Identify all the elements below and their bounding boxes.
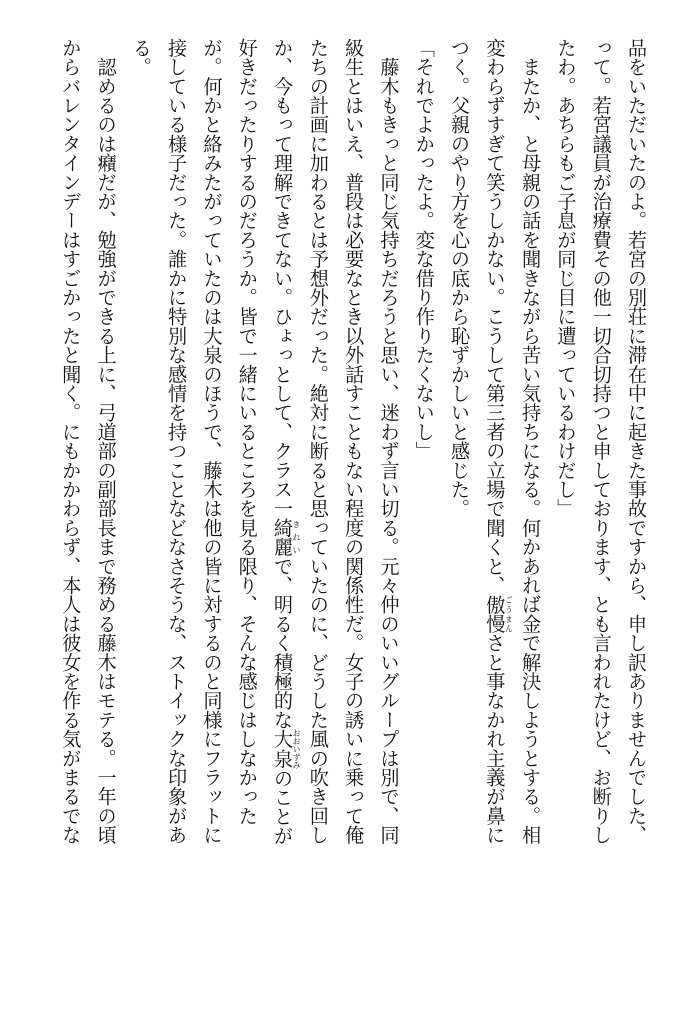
text-line: って。若宮議員が治療費その他一切合切持つと申しております、とも言われたけど、お断りし: [589, 38, 613, 845]
text-line: 好きだったりするのだろうか。皆で一緒にいるところを見る限り、そんな感じはしなかった: [235, 38, 259, 826]
text-line: またか、と母親の話を聞きながら苦い気持ちになる。何かあれば金で解決しようとする。相: [519, 38, 543, 845]
text-line: つく。父親のやり方を心の底から恥ずかしいと感じた。: [448, 38, 472, 518]
text-line: る。: [129, 38, 153, 77]
dialogue-line: 「それでよかったよ。変な借り作りたくないし」: [412, 38, 436, 461]
furigana-reading: おおいずみ: [292, 728, 302, 769]
text-line: 認めるのは癪だが、勉強ができる上に、弓道部の副部長まで務める藤木はモテる。一年の頃: [94, 38, 118, 845]
text-line: たわ。あちらもご子息が同じ目に遭っているわけだし」: [554, 38, 578, 518]
text-line-with-ruby: 変わらずすぎて笑うしかない。こうして第三者の立場で聞くと、傲慢ごうまんさと事なかれ主義が鼻に: [483, 38, 514, 845]
vertical-text-body: [14, 38, 654, 988]
furigana-reading: きれい: [292, 518, 302, 557]
text-line-with-ruby: か、今もって理解できてない。ひょっとして、クラス一綺麗きれいで、明るく積極的な大泉おおいずみのことが: [271, 38, 302, 846]
furigana-reading: ごうまん: [504, 594, 514, 634]
furigana-ruby: 大泉おおいずみ: [271, 728, 302, 769]
text-line: 級生とはいえ、普段は必要なとき以外話すこともない程度の関係性だ。女子の誘いに乗って俺: [342, 38, 366, 845]
text-line: 藤木もきっと同じ気持ちだろうと思い、迷わず言い切る。元々仲のいいグループは別で、同: [377, 38, 401, 845]
text-line: たちの計画に加わるとは予想外だった。絶対に断ると思っていたのに、どうした風の吹き回し: [306, 38, 330, 845]
text-line: からバレンタインデーはすごかったと聞く。にもかかわらず、本人は彼女を作る気がまるでな: [59, 38, 83, 845]
text-line: 接している様子だった。誰かに特別な感情を持つことなどなさそうな、ストイックな印象があ: [165, 38, 189, 845]
text-line: 品をいただいたのよ。若宮の別荘に滞在中に起きた事故ですから、申し訳ありませんでした、: [625, 38, 648, 845]
furigana-ruby: 綺麗きれい: [271, 518, 302, 557]
text-line: が。何かと絡みたがっていたのは大泉のほうで、藤木は他の皆に対するのと同様にフラットに: [200, 38, 224, 845]
furigana-ruby: 傲慢ごうまん: [483, 594, 514, 634]
